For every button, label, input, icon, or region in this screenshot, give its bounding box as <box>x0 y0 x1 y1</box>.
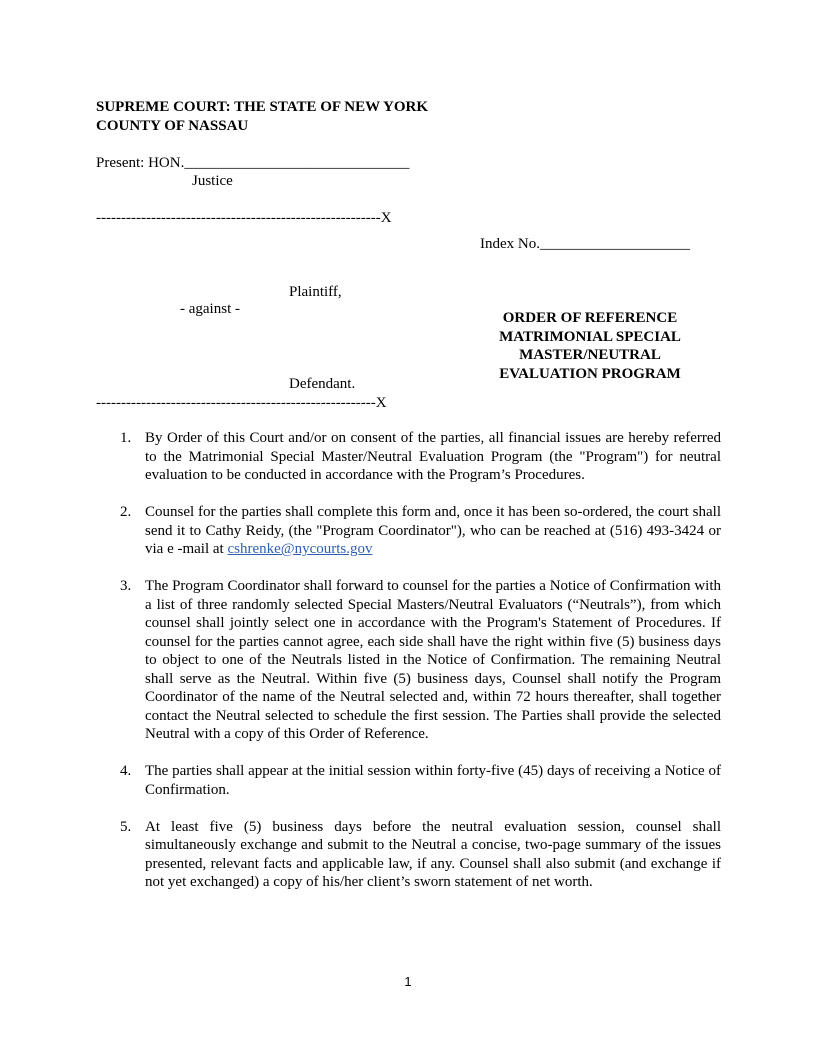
item-number: 1. <box>120 430 132 446</box>
item-number: 4. <box>120 763 132 779</box>
caption-divider-bottom: --------------------------------------------------------X <box>96 395 387 411</box>
order-item <box>96 762 721 799</box>
index-number-field: Index No.____________________ <box>480 236 690 252</box>
item-text: By Order of this Court and/or on consent of the parties, all financial issues are hereby referred to the Matrimonial Special Master/Neutral Evaluation Program (the "Program") for neutral evaluation to be conducted in accordance with the Program’s Procedures. <box>145 430 721 483</box>
order-title <box>470 309 710 383</box>
item-text: The parties shall appear at the initial session within forty-five (45) days of receiving a Notice of Confirmation. <box>145 763 721 798</box>
item-number: 2. <box>120 504 132 520</box>
order-item <box>96 429 721 485</box>
page-number: 1 <box>404 974 412 989</box>
order-item <box>96 577 721 744</box>
order-title-line: ORDER OF REFERENCE <box>502 310 678 326</box>
item-number: 5. <box>120 818 132 835</box>
county-name: COUNTY OF NASSAU <box>96 118 249 134</box>
order-title-line: MATRIMONIAL SPECIAL <box>499 328 681 345</box>
justice-label: Justice <box>192 173 233 189</box>
order-title-line: MASTER/NEUTRAL <box>519 347 661 363</box>
defendant-label: Defendant. <box>289 376 356 392</box>
present-justice-field: Present: HON.______________________________ <box>96 155 410 171</box>
order-title-line: EVALUATION PROGRAM <box>499 365 681 382</box>
court-name: SUPREME COURT: THE STATE OF NEW YORK <box>96 99 429 115</box>
caption-divider-top: ---------------------------------------------------------X <box>96 210 392 226</box>
order-item <box>96 503 721 559</box>
order-items-list <box>96 429 721 910</box>
item-text: At least five (5) business days before the neutral evaluation session, counsel shall simultaneously exchange and submit to the Neutral a concise, two-page summary of the issues presented, relevant facts and applicable law, if any. Counsel shall also submit (and exchange if not yet exchanged) a copy of his/her client’s sworn statement of net worth. <box>145 818 721 890</box>
item-text: The Program Coordinator shall forward to counsel for the parties a Notice of Confirmation with a list of three randomly selected Special Masters/Neutral Evaluators (“Neutrals”), from which counsel shall jointly select one in accordance with the Program's Statement of Procedures. If counsel for the parties cannot agree, each side shall have the right within five (5) business days to object to one of the Neutrals listed in the Notice of Confirmation. The remaining Neutral shall serve as the Neutral. Within five (5) business days, Counsel shall notify the Program Coordinator of the name of the Neutral selected and, within 72 hours thereafter, shall together contact the Neutral selected to schedule the first session. The Parties shall provide the selected Neutral with a copy of this Order of Reference. <box>145 578 721 742</box>
coordinator-email-link[interactable]: cshrenke@nycourts.gov <box>227 541 373 557</box>
item-text: Counsel for the parties shall complete this form and, once it has been so-ordered, the court shall send it to Cathy Reidy, (the "Program Coordinator"), who can be reached at (516) 493-3424 or via e -mail at <box>145 504 721 557</box>
against-label: - against - <box>180 301 240 317</box>
order-item <box>96 818 721 892</box>
item-number: 3. <box>120 578 132 594</box>
plaintiff-label: Plaintiff, <box>289 284 342 300</box>
